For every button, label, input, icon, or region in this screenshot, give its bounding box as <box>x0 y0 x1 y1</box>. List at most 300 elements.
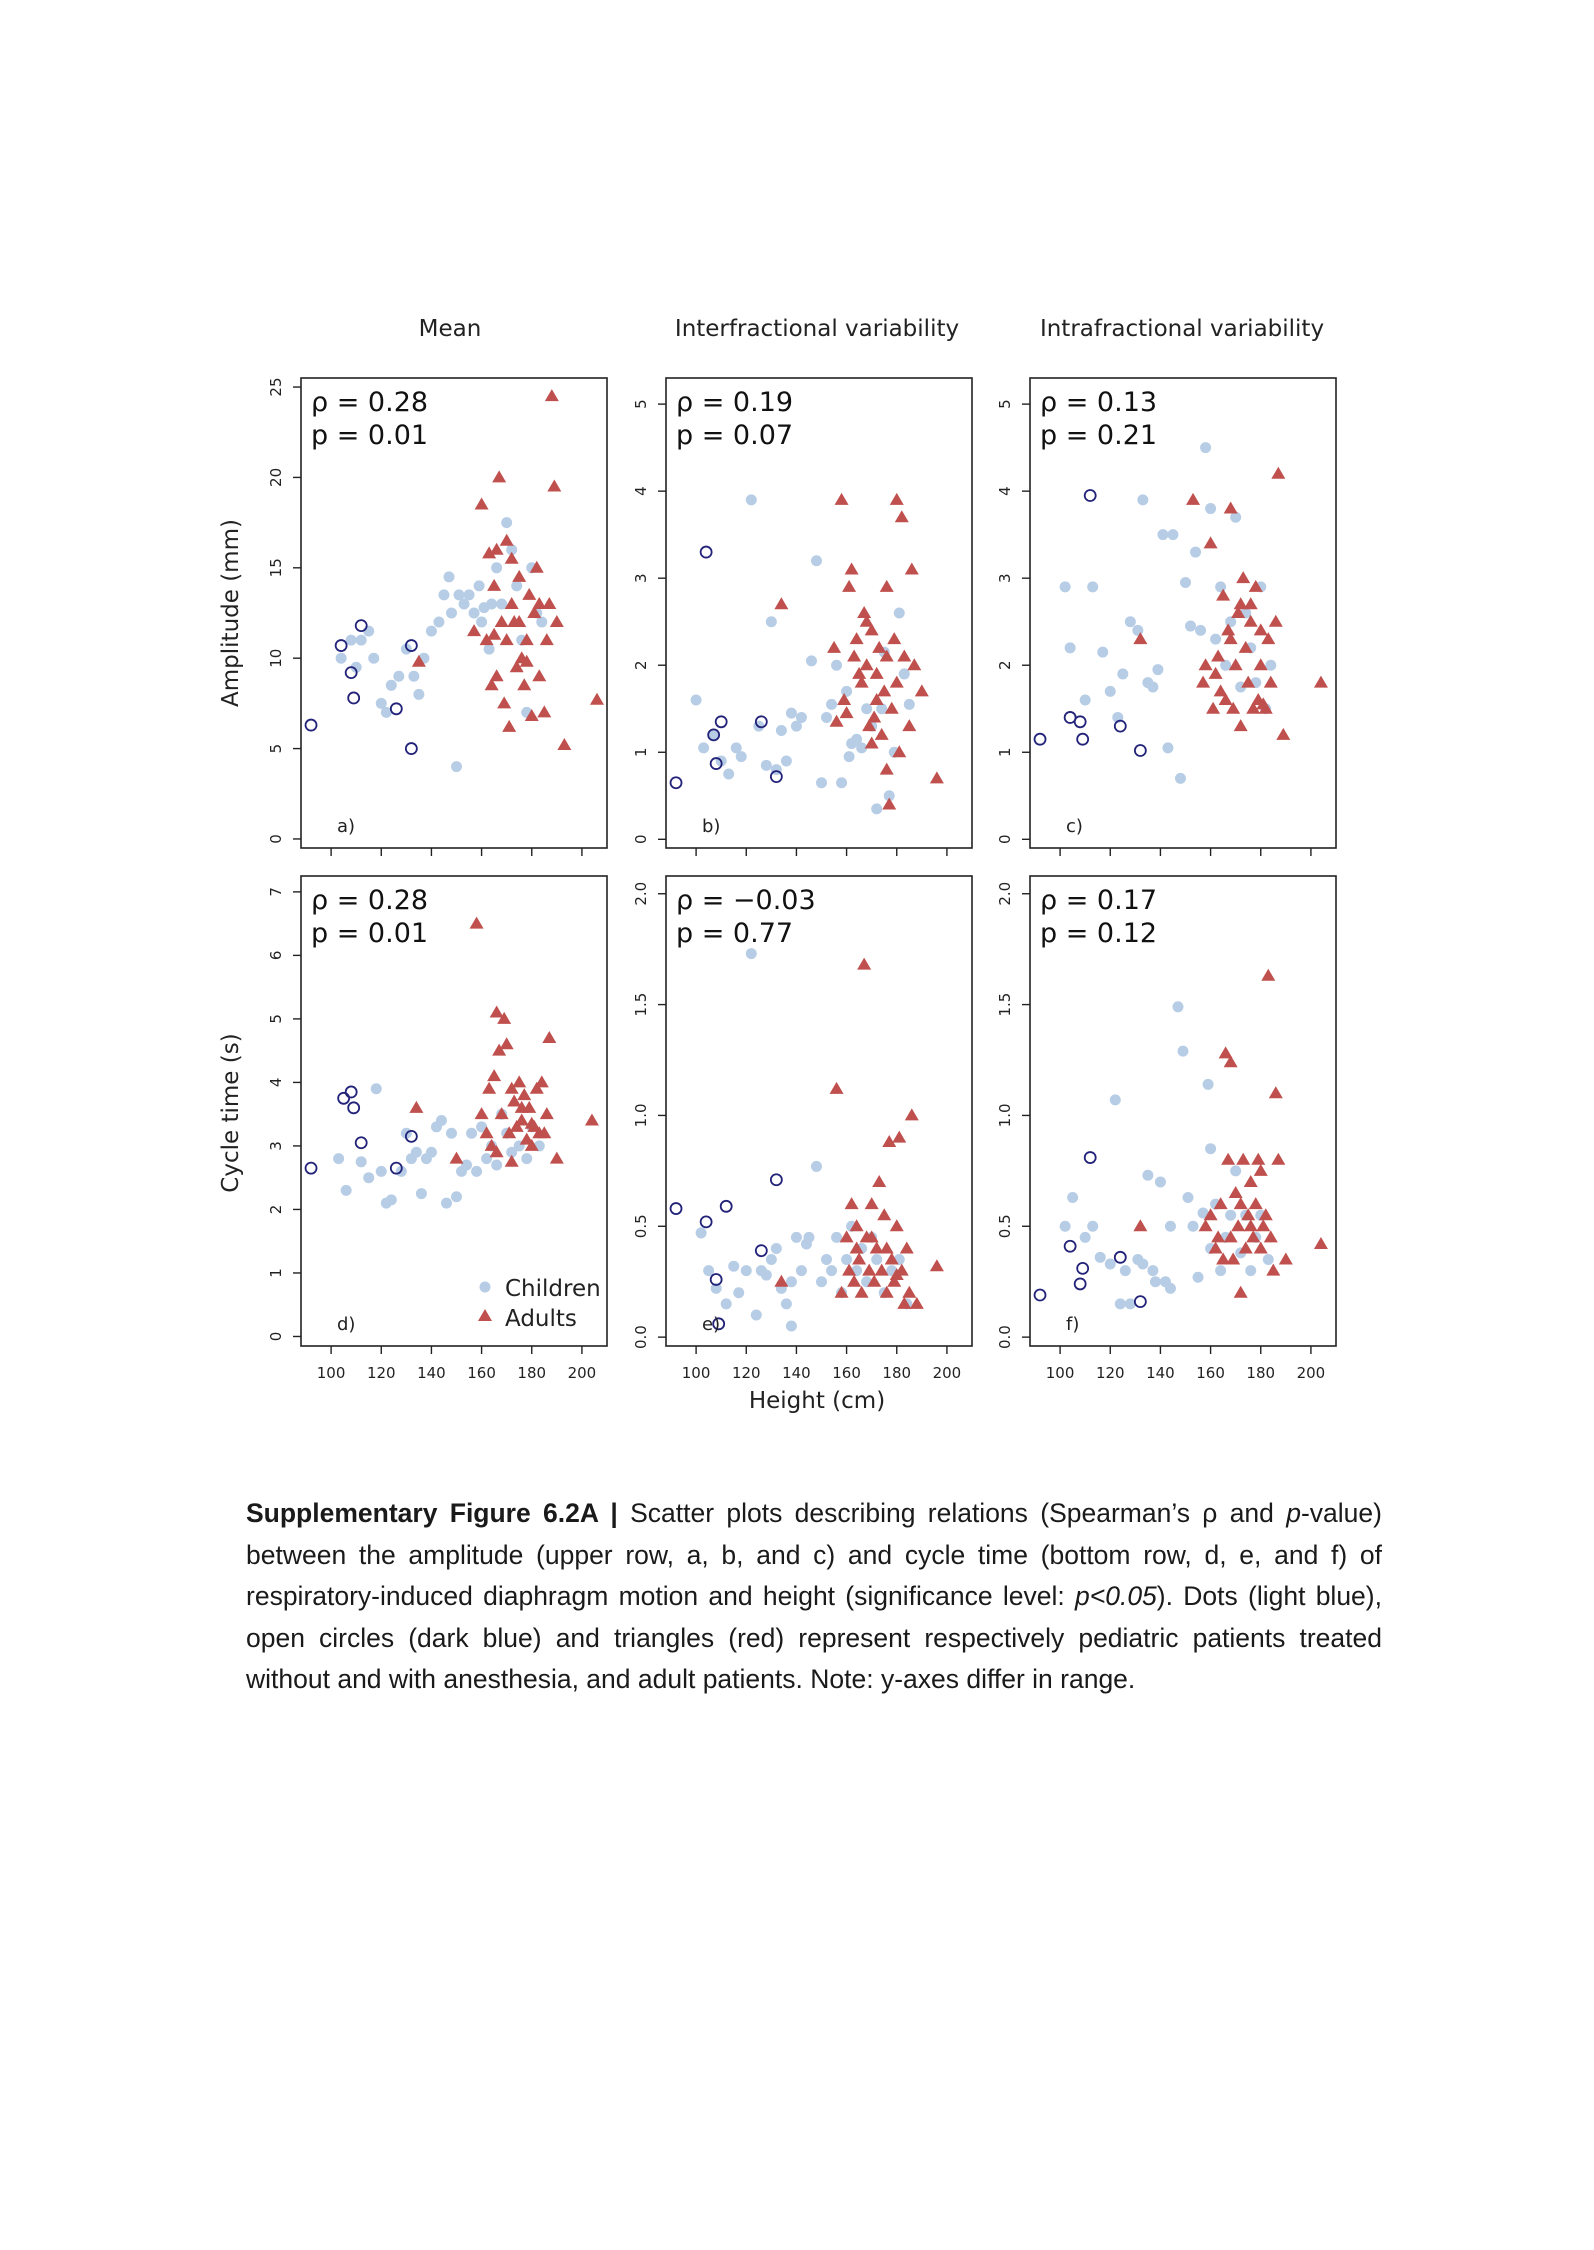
data-point-adults <box>877 1208 891 1220</box>
data-point-adults <box>905 562 919 574</box>
data-point-adults <box>550 615 564 627</box>
data-point-adults <box>1224 502 1238 514</box>
data-point-children <box>696 1227 707 1238</box>
data-point-adults <box>827 641 841 653</box>
x-tick-label: 120 <box>1095 1364 1125 1382</box>
panel-c <box>996 378 1336 856</box>
y-tick-label: 0.5 <box>996 1214 1014 1239</box>
data-point-children <box>728 1261 739 1272</box>
data-point-children <box>1147 1265 1158 1276</box>
p-value: p = 0.12 <box>1040 918 1158 949</box>
data-point-children <box>736 751 747 762</box>
data-point-adults <box>1314 1237 1328 1249</box>
data-point-adults <box>1269 1086 1283 1098</box>
data-point-children <box>1210 634 1221 645</box>
y-tick-label: 2 <box>996 660 1014 670</box>
data-point-anesthesia <box>1115 1252 1126 1263</box>
data-point-adults <box>882 797 896 809</box>
data-point-adults <box>537 705 551 717</box>
y-tick-label: 3 <box>632 573 650 583</box>
data-point-anesthesia <box>346 1086 357 1097</box>
panel-tag: d) <box>337 1314 356 1335</box>
data-point-children <box>811 555 822 566</box>
data-point-adults <box>542 1031 556 1043</box>
data-point-adults <box>1206 702 1220 714</box>
data-point-children <box>816 1276 827 1287</box>
data-point-children <box>771 1243 782 1254</box>
data-point-children <box>786 1321 797 1332</box>
data-point-children <box>1175 773 1186 784</box>
data-point-children <box>776 725 787 736</box>
data-point-adults <box>1211 650 1225 662</box>
data-point-adults <box>505 1155 519 1167</box>
data-point-children <box>871 803 882 814</box>
y-tick-label: 5 <box>996 399 1014 409</box>
data-point-anesthesia <box>356 1137 367 1148</box>
x-axis-label-height: Height (cm) <box>748 1388 886 1414</box>
data-point-children <box>341 1185 352 1196</box>
data-point-adults <box>507 1094 521 1106</box>
data-point-children <box>1203 1079 1214 1090</box>
column-title-interfractional: Interfractional variability <box>674 316 960 342</box>
data-point-children <box>491 1159 502 1170</box>
data-point-adults <box>857 606 871 618</box>
data-point-adults <box>1234 1197 1248 1209</box>
data-point-adults <box>845 1197 859 1209</box>
data-point-anesthesia <box>391 703 402 714</box>
x-tick-label: 160 <box>467 1364 496 1382</box>
data-point-children <box>1080 695 1091 706</box>
data-point-adults <box>500 633 514 645</box>
data-point-children <box>441 1198 452 1209</box>
data-point-children <box>811 1161 822 1172</box>
caption-label: Supplementary Figure 6.2A | <box>246 1498 618 1528</box>
x-tick-label: 180 <box>882 1364 912 1382</box>
data-point-children <box>1132 625 1143 636</box>
data-point-adults <box>475 1107 489 1119</box>
data-point-children <box>336 653 347 664</box>
data-point-children <box>1105 1258 1116 1269</box>
data-point-adults <box>505 552 519 564</box>
data-point-anesthesia <box>716 716 727 727</box>
data-point-adults <box>1221 1153 1235 1165</box>
data-point-adults <box>847 650 861 662</box>
y-tick-label: 2 <box>632 660 650 670</box>
data-point-children <box>446 1128 457 1139</box>
data-point-adults <box>774 597 788 609</box>
data-point-adults <box>840 706 854 718</box>
p-value: p = 0.77 <box>676 918 794 949</box>
data-point-children <box>438 589 449 600</box>
data-point-children <box>471 1166 482 1177</box>
panel-tag: b) <box>702 816 721 837</box>
data-point-children <box>363 1172 374 1183</box>
caption-p-italic-2: p<0.05 <box>1075 1581 1157 1611</box>
data-point-adults <box>487 1069 501 1081</box>
caption-text-1: Scatter plots describing relations (Spearman’s ρ and <box>617 1498 1287 1528</box>
x-tick-label: 180 <box>1246 1364 1276 1382</box>
data-point-adults <box>557 738 571 750</box>
data-point-children <box>1188 1221 1199 1232</box>
y-axis-label-amplitude: Amplitude (mm) <box>218 519 244 707</box>
data-point-adults <box>900 1241 914 1253</box>
data-point-children <box>1200 442 1211 453</box>
data-point-children <box>481 1153 492 1164</box>
y-tick-label: 0.0 <box>632 1325 650 1350</box>
panel-tag: a) <box>337 816 356 837</box>
data-point-adults <box>487 628 501 640</box>
y-tick-label: 1 <box>267 1268 285 1278</box>
data-point-adults <box>1244 1219 1258 1231</box>
y-tick-label: 15 <box>267 558 285 578</box>
data-point-adults <box>890 493 904 505</box>
data-point-adults <box>847 1275 861 1287</box>
caption-text-2: -value) between the amplitude (upper row, a, b, and c) and cycle time (bottom row, d, e, and f) of respiratory-induced diaphragm motion and height (significance level: <box>246 1498 1382 1611</box>
x-tick-label: 100 <box>681 1364 711 1382</box>
x-tick-label: 200 <box>1296 1364 1326 1382</box>
data-point-children <box>796 1265 807 1276</box>
data-point-children <box>1125 616 1136 627</box>
y-tick-label: 1.5 <box>996 992 1014 1017</box>
data-point-children <box>1120 1265 1131 1276</box>
data-point-adults <box>482 1082 496 1094</box>
data-point-children <box>1087 1221 1098 1232</box>
data-point-adults <box>1234 1286 1248 1298</box>
data-point-children <box>796 712 807 723</box>
data-point-adults <box>502 720 516 732</box>
data-point-children <box>411 1147 422 1158</box>
data-point-children <box>1142 1170 1153 1181</box>
data-point-adults <box>512 570 526 582</box>
y-axis-label-cycle-time: Cycle time (s) <box>218 1033 244 1193</box>
data-point-adults <box>862 1264 876 1276</box>
y-tick-label: 5 <box>632 399 650 409</box>
data-point-anesthesia <box>306 720 317 731</box>
data-point-children <box>841 1254 852 1265</box>
data-point-anesthesia <box>701 1216 712 1227</box>
data-point-adults <box>1254 1164 1268 1176</box>
panel-tag: f) <box>1066 1314 1080 1335</box>
data-point-children <box>436 1115 447 1126</box>
data-point-children <box>821 712 832 723</box>
y-tick-label: 4 <box>267 1077 285 1088</box>
data-point-children <box>461 1159 472 1170</box>
x-tick-label: 200 <box>932 1364 962 1382</box>
data-point-adults <box>905 1108 919 1120</box>
data-point-children <box>1137 1258 1148 1269</box>
data-point-anesthesia <box>338 1093 349 1104</box>
data-point-adults <box>1236 1153 1250 1165</box>
data-point-adults <box>1251 1153 1265 1165</box>
x-tick-label: 180 <box>517 1364 547 1382</box>
data-point-children <box>333 1153 344 1164</box>
data-point-adults <box>1279 1253 1293 1265</box>
data-point-anesthesia <box>306 1163 317 1174</box>
data-point-adults <box>852 1253 866 1265</box>
data-point-adults <box>897 650 911 662</box>
x-tick-label: 120 <box>366 1364 396 1382</box>
y-tick-label: 0.5 <box>632 1214 650 1239</box>
data-point-children <box>1167 529 1178 540</box>
x-tick-label: 140 <box>782 1364 811 1382</box>
data-point-adults <box>865 1197 879 1209</box>
data-point-children <box>781 1298 792 1309</box>
data-point-adults <box>470 917 484 929</box>
x-tick-label: 200 <box>567 1364 597 1382</box>
data-point-children <box>1137 494 1148 505</box>
data-point-children <box>1230 1165 1241 1176</box>
spearman-rho: ρ = 0.28 <box>311 885 429 916</box>
y-tick-label: 4 <box>996 486 1014 496</box>
y-tick-label: 10 <box>267 648 285 668</box>
data-point-children <box>721 1298 732 1309</box>
data-point-adults <box>880 1241 894 1253</box>
data-point-anesthesia <box>1077 1263 1088 1274</box>
data-point-adults <box>522 588 536 600</box>
data-point-children <box>1178 1046 1189 1057</box>
data-point-children <box>491 562 502 573</box>
x-tick-label: 140 <box>417 1364 446 1382</box>
caption-text-3: ). Dots (light blue), open circles (dark blue) and triangles (red) represent respectively pediatric patients treated without and with anesthesia, and adult patients. Note: y-axes differ in range. <box>246 1581 1382 1694</box>
data-point-adults <box>517 678 531 690</box>
data-point-children <box>376 1166 387 1177</box>
p-value: p = 0.21 <box>1040 420 1158 451</box>
data-point-anesthesia <box>1085 1152 1096 1163</box>
x-tick-label: 100 <box>1045 1364 1075 1382</box>
data-point-adults <box>830 1082 844 1094</box>
data-point-anesthesia <box>1135 745 1146 756</box>
data-point-children <box>1190 547 1201 558</box>
data-point-adults <box>1196 676 1210 688</box>
data-point-adults <box>492 470 506 482</box>
data-point-adults <box>850 632 864 644</box>
data-point-adults <box>887 632 901 644</box>
data-point-children <box>746 494 757 505</box>
data-point-children <box>801 1239 812 1250</box>
panel-a <box>267 377 607 856</box>
data-point-children <box>1183 1192 1194 1203</box>
y-tick-label: 20 <box>267 467 285 487</box>
data-point-children <box>1117 668 1128 679</box>
data-point-children <box>1080 1232 1091 1243</box>
data-point-anesthesia <box>756 1245 767 1256</box>
data-point-children <box>1095 1252 1106 1263</box>
data-point-children <box>1195 625 1206 636</box>
data-point-children <box>741 1265 752 1276</box>
data-point-anesthesia <box>1075 716 1086 727</box>
data-point-children <box>698 742 709 753</box>
data-point-adults <box>545 389 559 401</box>
y-tick-label: 7 <box>267 887 285 897</box>
data-point-adults <box>450 1152 464 1164</box>
data-point-children <box>356 635 367 646</box>
data-point-adults <box>1254 1241 1268 1253</box>
data-point-adults <box>487 579 501 591</box>
data-point-children <box>1152 664 1163 675</box>
data-point-anesthesia <box>348 692 359 703</box>
data-point-adults <box>1264 1230 1278 1242</box>
data-point-children <box>451 1191 462 1202</box>
spearman-rho: ρ = −0.03 <box>676 885 816 916</box>
data-point-adults <box>895 510 909 522</box>
data-point-children <box>1060 1221 1071 1232</box>
data-point-adults <box>495 615 509 627</box>
data-point-adults <box>512 1075 526 1087</box>
data-point-children <box>1060 581 1071 592</box>
data-point-children <box>1205 1143 1216 1154</box>
data-point-children <box>1067 1192 1078 1203</box>
legend-children-marker <box>480 1282 491 1293</box>
data-point-children <box>474 580 485 591</box>
data-point-adults <box>1229 1186 1243 1198</box>
y-tick-label: 0 <box>267 834 285 844</box>
y-tick-label: 1.0 <box>996 1103 1014 1128</box>
data-point-children <box>1157 529 1168 540</box>
data-point-children <box>446 608 457 619</box>
data-point-children <box>894 608 905 619</box>
data-point-adults <box>930 1259 944 1271</box>
data-point-adults <box>490 669 504 681</box>
data-point-children <box>426 1147 437 1158</box>
data-point-adults <box>915 684 929 696</box>
data-point-adults <box>842 580 856 592</box>
data-point-anesthesia <box>1075 1278 1086 1289</box>
data-point-children <box>363 626 374 637</box>
data-point-children <box>1115 1298 1126 1309</box>
y-tick-label: 0.0 <box>996 1325 1014 1350</box>
data-point-children <box>393 671 404 682</box>
data-point-adults <box>585 1114 599 1126</box>
data-point-children <box>1097 647 1108 658</box>
data-point-children <box>486 598 497 609</box>
data-point-children <box>1147 681 1158 692</box>
data-point-children <box>836 777 847 788</box>
data-point-adults <box>1133 1219 1147 1231</box>
data-point-children <box>826 1265 837 1276</box>
data-point-adults <box>1314 676 1328 688</box>
data-point-children <box>451 761 462 772</box>
data-point-children <box>1245 1265 1256 1276</box>
y-tick-label: 3 <box>267 1141 285 1151</box>
data-point-adults <box>535 1075 549 1087</box>
data-point-children <box>521 1153 532 1164</box>
data-point-children <box>826 699 837 710</box>
y-tick-label: 5 <box>267 1014 285 1024</box>
y-tick-label: 0 <box>267 1331 285 1342</box>
data-point-children <box>761 1270 772 1281</box>
data-point-anesthesia <box>721 1201 732 1212</box>
data-point-adults <box>902 719 916 731</box>
data-point-adults <box>1256 1219 1270 1231</box>
data-point-anesthesia <box>701 547 712 558</box>
data-point-children <box>791 1232 802 1243</box>
figure-caption <box>246 1493 1382 1701</box>
data-point-adults <box>1199 658 1213 670</box>
data-point-children <box>1105 686 1116 697</box>
data-point-anesthesia <box>1085 490 1096 501</box>
data-point-adults <box>872 1175 886 1187</box>
data-point-adults <box>497 696 511 708</box>
data-point-children <box>844 751 855 762</box>
panel-f <box>996 876 1336 1382</box>
data-point-children <box>904 699 915 710</box>
data-point-adults <box>1276 728 1290 740</box>
data-point-children <box>1065 642 1076 653</box>
data-point-anesthesia <box>336 640 347 651</box>
data-point-children <box>501 517 512 528</box>
data-point-anesthesia <box>406 743 417 754</box>
data-point-children <box>766 1254 777 1265</box>
data-point-adults <box>857 958 871 970</box>
data-point-adults <box>1234 719 1248 731</box>
panel-e <box>632 876 972 1382</box>
data-point-anesthesia <box>1077 734 1088 745</box>
data-point-adults <box>490 1006 504 1018</box>
panel-b <box>632 378 972 856</box>
y-tick-label: 0 <box>996 834 1014 845</box>
data-point-children <box>386 680 397 691</box>
data-point-children <box>484 644 495 655</box>
data-point-adults <box>880 763 894 775</box>
y-tick-label: 6 <box>267 950 285 961</box>
legend-adults-label: Adults <box>505 1306 577 1332</box>
data-point-adults <box>1231 1219 1245 1231</box>
data-point-children <box>416 1188 427 1199</box>
data-point-adults <box>875 728 889 740</box>
data-point-children <box>536 617 547 628</box>
data-point-children <box>1172 1001 1183 1012</box>
y-tick-label: 1 <box>632 747 650 758</box>
data-point-children <box>1193 1272 1204 1283</box>
y-tick-label: 1.0 <box>632 1103 650 1128</box>
data-point-children <box>751 1309 762 1320</box>
data-point-adults <box>1244 597 1258 609</box>
p-value: p = 0.01 <box>311 420 429 451</box>
data-point-children <box>786 708 797 719</box>
panel-tag: c) <box>1066 816 1083 837</box>
data-point-children <box>1215 581 1226 592</box>
data-point-adults <box>1236 571 1250 583</box>
spearman-rho: ρ = 0.13 <box>1040 387 1158 418</box>
data-point-adults <box>540 633 554 645</box>
data-point-children <box>821 1254 832 1265</box>
data-point-anesthesia <box>356 620 367 631</box>
spearman-rho: ρ = 0.19 <box>676 387 794 418</box>
data-point-children <box>356 1156 367 1167</box>
data-point-children <box>476 617 487 628</box>
data-point-children <box>761 760 772 771</box>
x-tick-label: 160 <box>1196 1364 1225 1382</box>
x-tick-label: 140 <box>1146 1364 1175 1382</box>
y-tick-label: 1 <box>996 747 1014 758</box>
data-point-children <box>413 689 424 700</box>
data-point-anesthesia <box>348 1102 359 1113</box>
data-point-anesthesia <box>1035 734 1046 745</box>
data-point-children <box>1155 1176 1166 1187</box>
p-value: p = 0.01 <box>311 918 429 949</box>
data-point-adults <box>892 1131 906 1143</box>
data-point-children <box>466 1128 477 1139</box>
data-point-children <box>816 777 827 788</box>
data-point-adults <box>1204 536 1218 548</box>
data-point-children <box>806 655 817 666</box>
data-point-adults <box>409 1101 423 1113</box>
data-point-adults <box>1249 1197 1263 1209</box>
data-point-children <box>871 1254 882 1265</box>
data-point-children <box>443 571 454 582</box>
data-point-children <box>1180 577 1191 588</box>
p-value: p = 0.07 <box>676 420 794 451</box>
